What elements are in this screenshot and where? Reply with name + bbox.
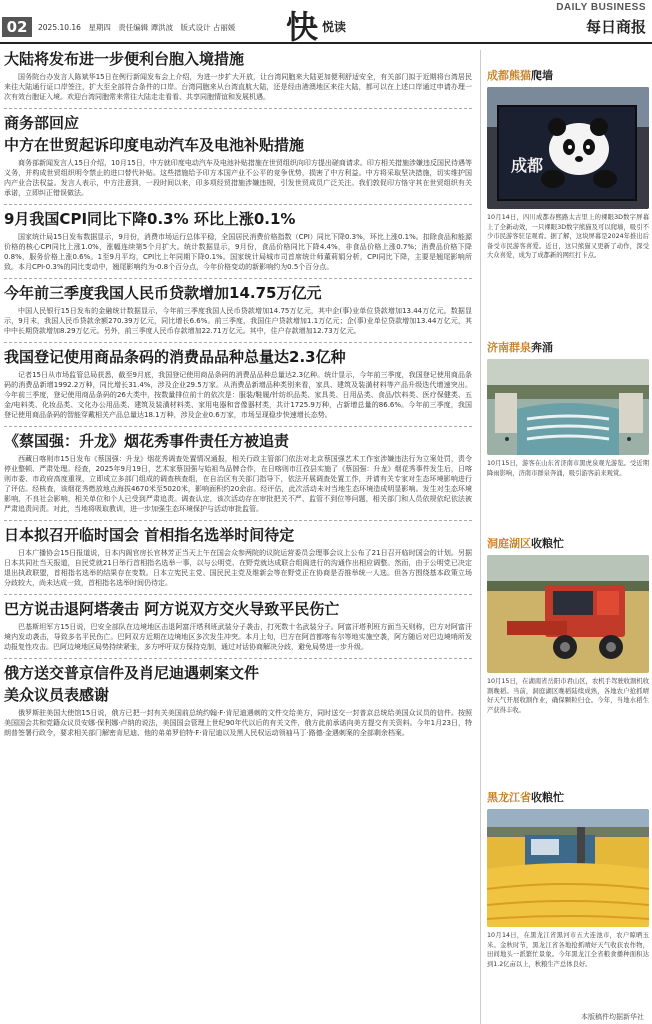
photo-title-subject: 群泉 [509,341,531,354]
issue-meta [38,22,240,33]
divider [4,278,472,279]
page-number: 02 [2,17,32,37]
article-body: 商务部新闻发言人15日介绍，10月15日，中方就印度电动汽车及电池补贴措施在世贸组织向印方提出磋商请求。印方相关措施涉嫌违反国民待遇等义务，并构成世贸组织明令禁止的进口替代补贴。这些措施给予印方本国产业不公平的竞争优势，损害了中方利益。中方将采取坚决措施，切实维护国内产业合法权益。发言人表示，中方注意到，一段时间以来，印多项经贸措施涉嫌违规，引发世贸成员广泛关注。我们敦促印方恪守其在世贸组织有关承诺，立即纠正错误做法。 [4,159,472,197]
issue-designer: 版式设计 占丽媛 [180,23,236,32]
article [4,600,472,652]
article-body: 巴基斯坦军方15日说，巴安全部队在边境地区击退阿富汗塔利班武装分子袭击，打死数十名武装分子。阿富汗塔利班方面当天则称，巴方对阿富汗境内发动袭击，导致多名平民伤亡。巴阿双方近期在边境地区多次发生冲突。本月上旬，巴方在阿首都喀布尔等地实施空袭，阿方随后对巴边境哨所发动报复性攻击。巴阿边境地区局势持续紧张，多方呼吁双方保持克制，通过对话协商解决分歧，避免局势进一步升级。 [4,623,472,651]
article-body: 西藏日喀则市15日发布《蔡国强：升龙》烟花秀调查处置情况通报，相关行政主管部门依法对北京蔡国强艺术工作室涉嫌违法行为立案处罚，责令停业整顿、严肃处理。经查，2025年9月19日，艺术家蔡国强与始祖鸟品牌合作，在日喀则市江孜县实施了《蔡国强：升龙》烟花秀事件发生后，日喀则市委、市政府高度重视，立即成立多部门组成的调查核查组，在自治区有关部门指导下，依法开展调查处置工作，并请有关专家对生态环境影响进行了评估。经核查，该烟花秀燃放地点海拔4670米至5020米，影响面积约20余亩。经评估，此次活动未对当地生态环境造成明显影响。发生对生态环境影响，不良社会影响，相关单位和个人已受到严肃追责。调查认定，该次活动存在审批把关不严、监管不到位等问题，相关部门和人员依规依纪依法被严肃追责问责。对此，当地将吸取教训，进一步加强生态环境保护与活动审批监管。 [4,455,472,513]
billboard-text: 成都 [511,156,544,175]
corn-image [487,809,649,927]
article [4,50,472,102]
photo-title [487,68,649,84]
photo-harvester[interactable] [487,555,649,673]
article-headline[interactable]: 9月我国CPI同比下降0.3% 环比上涨0.1% [4,210,296,228]
article [4,348,472,420]
issue-weekday: 星期四 [88,23,111,32]
divider [4,594,472,595]
issue-date: 2025.10.16 [38,23,81,32]
paper-name-cn: 每日商报 [585,18,646,36]
photo-block [487,340,649,478]
photo-caption: 10月15日，在湖南省岳阳市君山区，农机手驾驶收割机收割晚稻。当前，洞庭湖区晚稻陆续成熟，各地农户抢抓晴好天气开展收割作业，确保颗粒归仓。今年，当地水稻生产获得丰收。 [487,678,649,714]
photo-title-place: 洞庭湖区 [487,537,531,550]
article [4,664,472,738]
article [4,432,472,514]
divider [4,658,472,659]
photo-title-place: 黑龙江省 [487,791,531,804]
divider [4,342,472,343]
springs-image [487,359,649,455]
divider [4,426,472,427]
article-headline-line2[interactable]: 美众议员表感谢 [4,686,110,704]
photo-title-action: 收粮忙 [531,537,564,550]
photo-title [487,536,649,552]
photo-block [487,68,649,261]
section-word: 悦读 [322,20,347,34]
article [4,210,472,272]
photo-caption: 10月14日，在黑龙江省黑河市五大连池市，农户晾晒玉米。金秋时节，黑龙江省各地抢抓晴好天气收获农作物，田间地头一派繁忙景象。今年黑龙江全省粮食播种面积达到1.2亿亩以上，秋粮生产总体良好。 [487,932,649,968]
photo-title-action: 奔涌 [531,341,553,354]
harvester-image [487,555,649,673]
masthead [0,0,652,44]
article-body: 中国人民银行15日发布的金融统计数据显示，今年前三季度我国人民币贷款增加14.75万亿元，其中企(事)业单位贷款增加13.44万亿元。数据显示，9月末，我国人民币贷款余额270.39万亿元，同比增长6.6%。前三季度，我国住户贷款增加1.1万亿元；企(事)业单位贷款增加13.44万亿元，其中中长期贷款增加8.29万亿元。另外，前三季度人民币存款增加22.71万亿元。其中，住户存款增加12.73万亿元。 [4,307,472,335]
photo-sidebar [480,50,650,1024]
section-char: 快 [286,8,319,46]
photo-title-action: 爬墙 [531,69,553,82]
panda-billboard-image [487,87,649,209]
article-headline[interactable]: 俄方送交普京信件及肖尼迪遇刺案文件 [4,664,260,682]
article-body: 国家统计局15日发布数据显示，9月份，消费市场运行总体平稳，全国居民消费价格指数（CPI）同比下降0.3%，环比上涨0.1%。扣除食品和能源价格的核心CPI同比上涨1.0%，涨幅连续第5个月扩大。统计数据显示，9月份，食品价格同比下降4.4%，非食品价格上涨0.7%；消费品价格下降0.8%，服务价格上涨0.6%。1至9月平均，CPI比上年同期下降0.1%。国家统计局城市司首席统计师董莉娟分析，CPI同比下降，主要是翘尾影响所致。本月CPI-0.3%的同比变动中，翘尾影响约为-0.8个百分点，今年价格变动的新影响约为0.5个百分点。 [4,233,472,271]
photo-panda-screen[interactable] [487,87,649,209]
photo-title [487,790,649,806]
article-headline[interactable]: 巴方说击退阿塔袭击 阿方说双方交火导致平民伤亡 [4,600,340,618]
main-column [4,50,472,1024]
photo-corn[interactable] [487,809,649,927]
divider [4,204,472,205]
paper-name-en: DAILY BUSINESS [556,2,646,13]
article-body: 日本广播协会15日报道说，日本内阁官房长官林芳正当天上午在国会众参两院的议院运营委员会理事会议上公布了21日召开临时国会的计划。另据日本共同社当天报道，自民党就21日举行首相指名选举一事，以与公明党、在野党就达成联合组阁进行的沟通作出相应调整。然而，由于公明党已决定退出执政联盟，首相指名选举的结果存在变数。日本立宪民主党、国民民主党及维新会等在野党正在协商是否推举统一人选。但各方围绕基本政策立场分歧较大，尚未达成一致，首相指名选举时间仍待定。 [4,549,472,587]
article [4,284,472,336]
issue-editor: 责任编辑 谭洪波 [118,23,174,32]
photo-caption: 10月14日，四川成都春熙路太古里上的裸眼3D数字屏幕上了全新动效，一只裸眼3D数字熊猫及可以爬墙，吸引不少市民游客驻足观看。据了解，这块屏幕是2024年推出后备受市民游客喜爱。近日，这只熊猫又更新了动作，深受大众喜爱，成为了成都新的网红打卡点。 [487,214,649,259]
photo-title-subject: 熊猫 [509,69,531,82]
article-headline[interactable]: 日本拟召开临时国会 首相指名选举时间待定 [4,526,295,544]
article-headline[interactable]: 商务部回应 [4,114,80,132]
article-headline[interactable]: 大陆将发布进一步便利台胞入境措施 [4,50,245,68]
article-body: 俄罗斯驻美国大使馆15日说，俄方已把一封有关美国前总统约翰·F·肯尼迪遇刺的文件交给美方，同时送交一封普京总统给美国众议员的信件。按照美国国会共和党籍众议员安娜·保利娜·卢纳的说法，美国国会管理上世纪90年代以后的有关文件，俄方此前承诺向美方提交有关资料。今年1月23日，特朗普签署行政令，要求相关部门解密肯尼迪、他的弟弟罗伯特·F·肯尼迪以及黑人民权运动领袖马丁·路德·金遇刺案的全部剩余档案。 [4,709,472,737]
article-body: 记者15日从市场监管总局获悉，截至9月底，我国登记使用商品条码的消费品品种总量达2.3亿种。统计显示，今年前三季度，我国登记使用商品条码的消费品新增1992.2万种，同比增长31.4%，涉及企业29.5万家。从消费品新增品种类别来看，家具、建筑及装潢材料等产品升级迭代增速突出。今年前三季度，登记使用商品条码的26大类中，按数量排位前十的依次是：服装/鞋履/针纺织品类、家具类、日用品类、食品/饮料类、医疗保健类、五金/电料类、化妆品类、文化办公用品类、建筑及装潢材料类、家用电器和音像器材类，共计1725.9万种，占新增总量的86.6%。今年前三季度，我国登记使用商品条码的智能穿戴相关产品总量达18.1万种，涉及企业0.6万家，市场呈现稳步快速增长态势。 [4,371,472,419]
article-headline[interactable]: 我国登记使用商品条码的消费品品种总量达2.3亿种 [4,348,346,366]
photo-block [487,790,649,969]
article [4,114,472,198]
article-body: 国务院台办发言人陈斌华15日在例行新闻发布会上介绍，为进一步扩大开放，让台湾同胞来大陆更加便利舒适安全，有关部门拟于近期将台湾居民来往大陆通行证口岸签注，扩大至全部符合条件的口岸。台湾同胞来从台湾直航大陆，还是经由港澳地区来往大陆，都可以在上述口岸通过申请办理一次有效台胞证入境。欢迎台湾同胞常来常往大陆走走看看、共享同胞情谊和发展机遇。 [4,73,472,101]
photo-springs[interactable] [487,359,649,455]
article [4,526,472,588]
photo-caption: 10月15日，游客在山东省济南市黑虎泉观光游览。受近期降雨影响，济南市群泉奔涌，吸引游客前来观赏。 [487,460,649,477]
photo-block [487,536,649,715]
photo-title-action: 收粮忙 [531,791,564,804]
photo-title-place: 成都 [487,69,509,82]
article-headline[interactable]: 今年前三季度我国人民币贷款增加14.75万亿元 [4,284,322,302]
divider [4,108,472,109]
photo-title [487,340,649,356]
article-headline[interactable]: 《蔡国强：升龙》烟花秀事件责任方被追责 [4,432,290,450]
article-headline-line2[interactable]: 中方在世贸起诉印度电动汽车及电池补贴措施 [4,136,305,154]
source-note: 本版稿件均据新华社 [581,1013,644,1021]
divider [4,520,472,521]
photo-title-place: 济南 [487,341,509,354]
